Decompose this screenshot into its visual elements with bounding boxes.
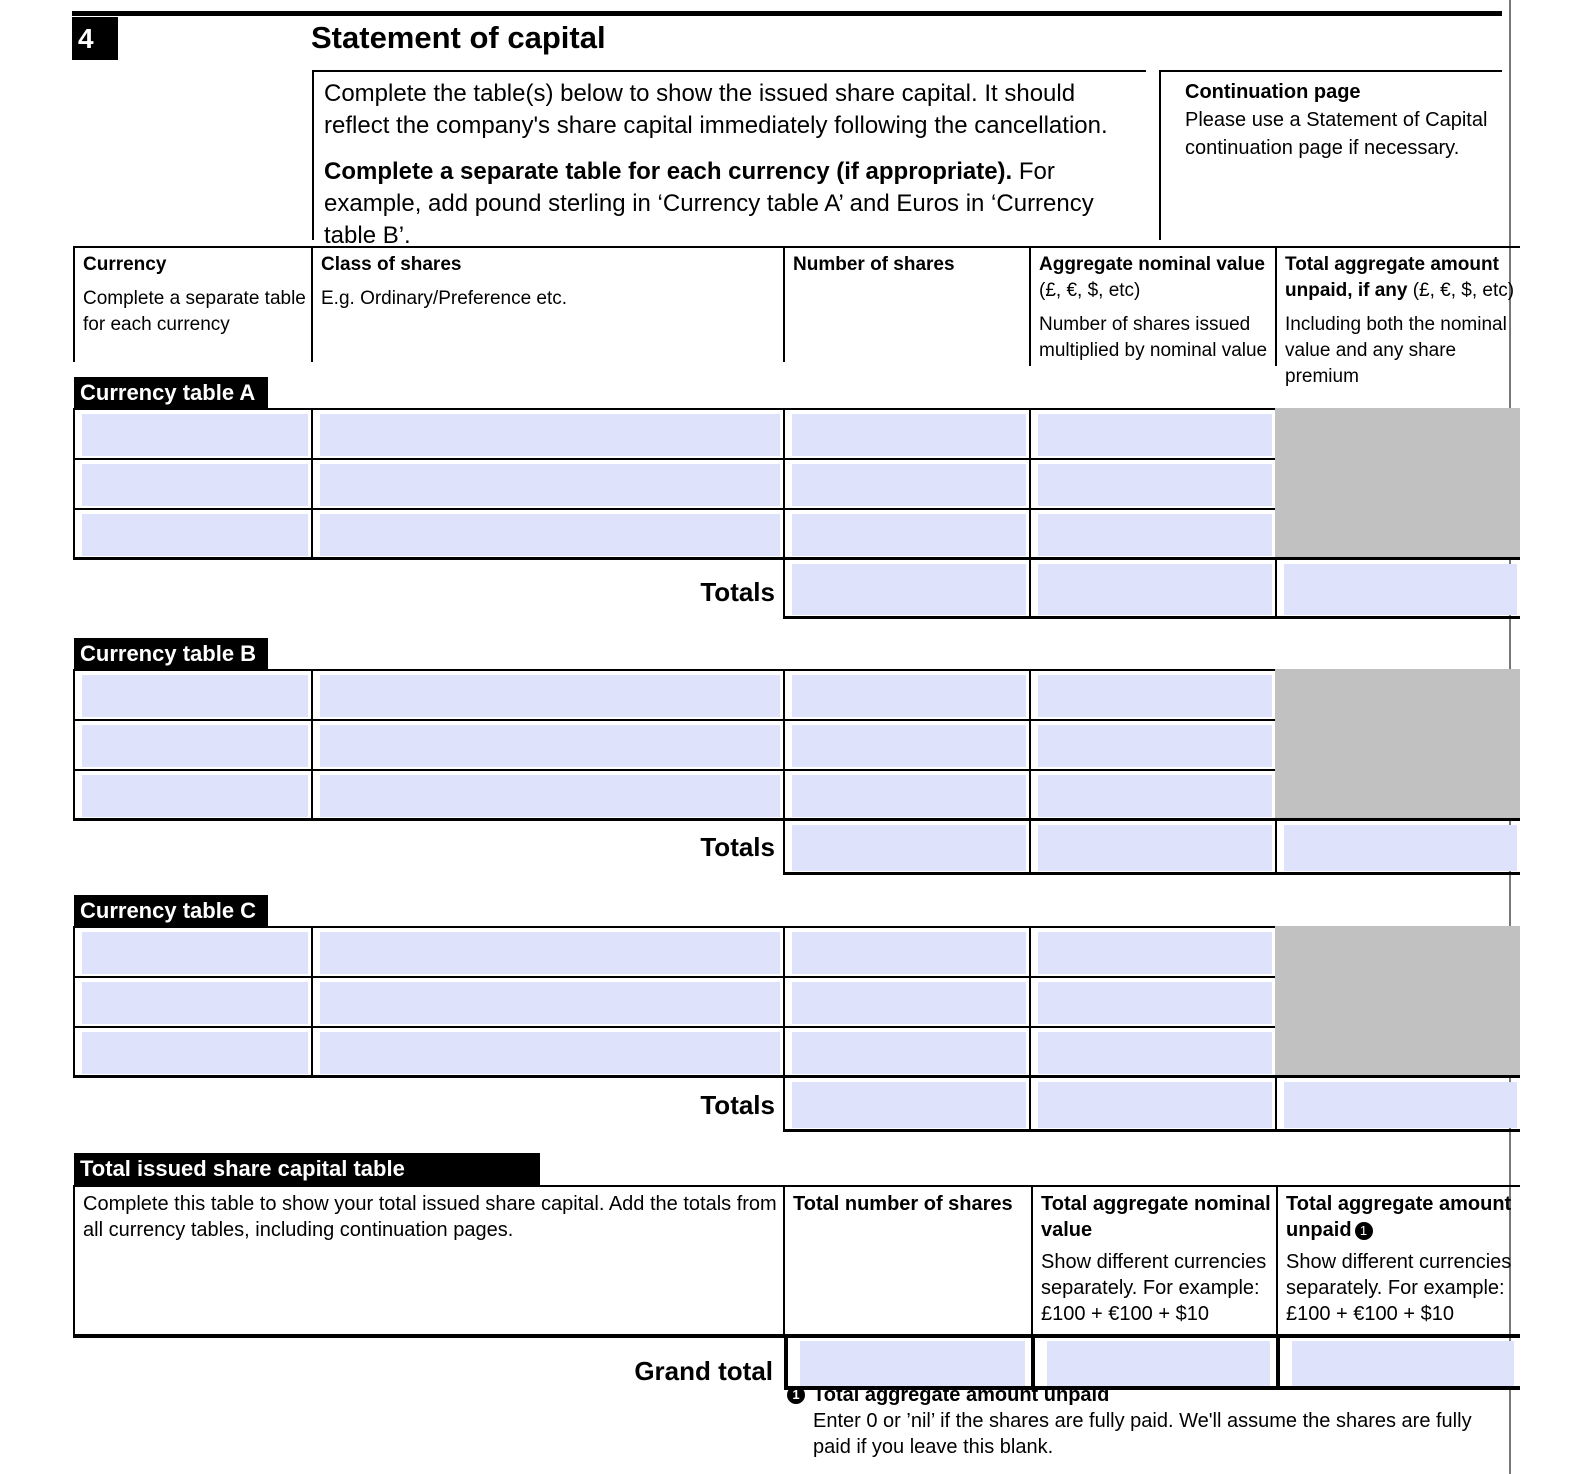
table-c-total-unpaid-input[interactable]: [1284, 1082, 1517, 1128]
table-c-row-3-class: [311, 1026, 783, 1076]
footnote-title: Total aggregate amount unpaid: [813, 1384, 1110, 1406]
table-b-row-1-number-input[interactable]: [792, 675, 1026, 717]
table-c-row-3-nominal: [1029, 1026, 1275, 1076]
intro-paragraph-2-bold: Complete a separate table for each currency (if appropriate).: [324, 158, 1013, 185]
table-b-row-2-nominal: [1029, 719, 1275, 769]
table-a-row-2-currency-input[interactable]: [82, 464, 308, 506]
total-table-description: Complete this table to show your total issued share capital. Add the totals from all currency tables, including continuation pages.: [83, 1193, 777, 1241]
intro-paragraph-2: [324, 156, 1146, 252]
col-header-unpaid: [1275, 246, 1520, 387]
table-b-row-2-number-input[interactable]: [792, 725, 1026, 767]
table-c-row-3-currency-input[interactable]: [82, 1032, 308, 1074]
table-a-row-3-class: [311, 508, 783, 558]
col-header-number-title: Number of shares: [793, 254, 955, 275]
table-c-row-1-currency-input[interactable]: [82, 932, 308, 974]
table-b-row-3-currency-input[interactable]: [82, 775, 308, 817]
section-title: Statement of capital: [311, 20, 606, 55]
table-a-total-number-input[interactable]: [792, 564, 1026, 615]
table-a-row-1-number-input[interactable]: [792, 414, 1026, 456]
currency-table-c-label: Currency table C: [74, 895, 268, 927]
total-table-description-box: [73, 1185, 783, 1335]
continuation-text: Please use a Statement of Capital continuation page if necessary.: [1185, 109, 1488, 159]
table-b-row-3-currency: [73, 769, 311, 819]
table-a-row-1-nominal: [1029, 408, 1275, 458]
table-b-row-3-class: [311, 769, 783, 819]
grand-total-label: Grand total: [634, 1356, 773, 1386]
table-c-row-3-number: [783, 1026, 1029, 1076]
table-a-row-1-class: [311, 408, 783, 458]
table-b-total-nominal: [1029, 821, 1275, 873]
table-b-row-2-class: [311, 719, 783, 769]
table-c-totals-label: Totals: [700, 1090, 775, 1120]
footnote: [787, 1382, 1502, 1460]
table-a-totals-underline: [783, 616, 1520, 619]
intro-box: [312, 70, 1146, 249]
total-col-number-title: Total number of shares: [793, 1193, 1013, 1215]
grand-total-number-input[interactable]: [800, 1341, 1025, 1386]
col-header-class-desc: E.g. Ordinary/Preference etc.: [321, 288, 568, 309]
table-c-total-unpaid: [1275, 1078, 1520, 1130]
table-c-row-1-currency: [73, 926, 311, 976]
total-col-nominal-title: Total aggregate nominal value: [1041, 1193, 1271, 1241]
table-c-row-2-currency-input[interactable]: [82, 982, 308, 1024]
table-b-row-3-class-input[interactable]: [320, 775, 780, 817]
table-a-row-2-nominal: [1029, 458, 1275, 508]
table-c-total-number: [783, 1078, 1029, 1130]
table-c-row-3-number-input[interactable]: [792, 1032, 1026, 1074]
col-header-nominal-desc: Number of shares issued multiplied by nominal value: [1039, 314, 1268, 361]
total-col-unpaid-title: Total aggregate amount unpaid: [1286, 1193, 1512, 1241]
table-c-row-2-nominal: [1029, 976, 1275, 1026]
table-b-row-1-nominal-input[interactable]: [1038, 675, 1272, 717]
table-b-totals-label: Totals: [700, 832, 775, 862]
table-c-row-1-number: [783, 926, 1029, 976]
table-b-row-1-number: [783, 669, 1029, 719]
table-a-row-3-nominal: [1029, 508, 1275, 558]
table-b-row-1-currency-input[interactable]: [82, 675, 308, 717]
section-number: 4: [72, 17, 118, 60]
col-header-number: [783, 246, 1029, 362]
table-a-total-number: [783, 560, 1029, 617]
table-c-total-nominal-input[interactable]: [1038, 1082, 1272, 1128]
col-header-nominal: [1029, 246, 1275, 366]
col-header-unpaid-title: Total aggregate amount unpaid, if any: [1285, 254, 1499, 301]
total-table-label: Total issued share capital table: [74, 1153, 540, 1185]
table-c-row-2-number: [783, 976, 1029, 1026]
table-c-row-2-class-input[interactable]: [320, 982, 780, 1024]
table-c-row-2-number-input[interactable]: [792, 982, 1026, 1024]
table-a-total-nominal: [1029, 560, 1275, 617]
grand-total-unpaid: [1276, 1338, 1520, 1388]
table-c-total-number-input[interactable]: [792, 1082, 1026, 1128]
table-a-row-3-nominal-input[interactable]: [1038, 514, 1272, 556]
table-c-row-1-class-input[interactable]: [320, 932, 780, 974]
col-header-unpaid-unit: (£, €, $, etc): [1407, 280, 1515, 301]
table-c-row-1-class: [311, 926, 783, 976]
table-c-unpaid-disabled: [1275, 926, 1520, 1076]
table-a-row-1-currency: [73, 408, 311, 458]
table-a-total-unpaid: [1275, 560, 1520, 617]
table-b-total-unpaid: [1275, 821, 1520, 873]
continuation-note: [1159, 70, 1502, 240]
footnote-number-icon: 1: [787, 1386, 805, 1404]
continuation-title: Continuation page: [1185, 81, 1361, 103]
table-a-row-2-currency: [73, 458, 311, 508]
table-b-row-2-nominal-input[interactable]: [1038, 725, 1272, 767]
col-header-class: [311, 246, 783, 362]
grand-total-nominal-input[interactable]: [1047, 1341, 1270, 1386]
table-a-row-1-currency-input[interactable]: [82, 414, 308, 456]
currency-table-b-label: Currency table B: [74, 638, 268, 670]
intro-paragraph-2-rest: For example, add pound sterling in ‘Currency table A’ and Euros in ‘Currency table B’.: [324, 158, 1094, 249]
table-c-row-1-number-input[interactable]: [792, 932, 1026, 974]
table-a-row-1-number: [783, 408, 1029, 458]
table-a-row-3-currency: [73, 508, 311, 558]
table-b-total-number-input[interactable]: [792, 825, 1026, 871]
table-a-total-nominal-input[interactable]: [1038, 564, 1272, 615]
total-col-nominal-desc: Show different currencies separately. For example: £100 + €100 + $10: [1041, 1251, 1267, 1325]
table-c-row-1-nominal-input[interactable]: [1038, 932, 1272, 974]
table-b-row-1-currency: [73, 669, 311, 719]
grand-total-number: [784, 1338, 1031, 1388]
table-a-row-1-nominal-input[interactable]: [1038, 414, 1272, 456]
table-b-row-2-class-input[interactable]: [320, 725, 780, 767]
table-b-row-3-nominal-input[interactable]: [1038, 775, 1272, 817]
table-b-total-number: [783, 821, 1029, 873]
top-rule: [72, 11, 1502, 16]
table-c-row-2-nominal-input[interactable]: [1038, 982, 1272, 1024]
table-b-row-3-number: [783, 769, 1029, 819]
table-b-row-2-currency: [73, 719, 311, 769]
table-a-row-1-class-input[interactable]: [320, 414, 780, 456]
col-header-currency: [73, 246, 311, 362]
total-col-unpaid-desc: Show different currencies separately. For example: £100 + €100 + $10: [1286, 1251, 1512, 1325]
table-c-row-3-nominal-input[interactable]: [1038, 1032, 1272, 1074]
total-col-nominal: [1031, 1185, 1276, 1335]
table-a-row-3-number: [783, 508, 1029, 558]
footnote-text: Enter 0 or ’nil’ if the shares are fully paid. We'll assume the shares are fully paid if you leave this blank.: [813, 1410, 1472, 1458]
table-c-row-3-currency: [73, 1026, 311, 1076]
table-b-unpaid-disabled: [1275, 669, 1520, 819]
table-c-totals-underline: [783, 1129, 1520, 1132]
table-c-row-2-currency: [73, 976, 311, 1026]
footnote-marker-icon: 1: [1355, 1222, 1373, 1240]
table-b-row-1-class-input[interactable]: [320, 675, 780, 717]
table-a-row-2-nominal-input[interactable]: [1038, 464, 1272, 506]
table-a-total-unpaid-input[interactable]: [1284, 564, 1517, 615]
table-a-row-3-number-input[interactable]: [792, 514, 1026, 556]
table-b-row-1-class: [311, 669, 783, 719]
table-c-row-3-class-input[interactable]: [320, 1032, 780, 1074]
table-c-row-2-class: [311, 976, 783, 1026]
table-b-totals-underline: [783, 872, 1520, 875]
total-col-unpaid: [1276, 1185, 1520, 1335]
table-a-row-2-class-input[interactable]: [320, 464, 780, 506]
table-a-row-3-class-input[interactable]: [320, 514, 780, 556]
table-a-unpaid-disabled: [1275, 408, 1520, 558]
col-header-currency-title: Currency: [83, 254, 167, 275]
currency-table-a-label: Currency table A: [74, 377, 268, 409]
grand-total-nominal: [1031, 1338, 1276, 1388]
table-a-row-2-number-input[interactable]: [792, 464, 1026, 506]
table-a-row-2-number: [783, 458, 1029, 508]
table-b-row-3-number-input[interactable]: [792, 775, 1026, 817]
table-a-row-2-class: [311, 458, 783, 508]
col-header-nominal-unit: (£, €, $, etc): [1039, 280, 1141, 301]
table-b-row-3-nominal: [1029, 769, 1275, 819]
table-c-row-1-nominal: [1029, 926, 1275, 976]
table-b-total-nominal-input[interactable]: [1038, 825, 1272, 871]
col-header-currency-desc: Complete a separate table for each currency: [83, 288, 306, 335]
total-col-number: [783, 1185, 1031, 1335]
table-a-row-3-currency-input[interactable]: [82, 514, 308, 556]
table-b-row-1-nominal: [1029, 669, 1275, 719]
grand-total-unpaid-input[interactable]: [1292, 1341, 1514, 1386]
col-header-class-title: Class of shares: [321, 254, 462, 275]
col-header-unpaid-desc: Including both the nominal value and any share premium: [1285, 314, 1507, 387]
table-b-total-unpaid-input[interactable]: [1284, 825, 1517, 871]
table-a-totals-label: Totals: [700, 577, 775, 607]
col-header-nominal-title: Aggregate nominal value: [1039, 254, 1265, 275]
table-b-row-2-number: [783, 719, 1029, 769]
intro-paragraph-1: Complete the table(s) below to show the issued share capital. It should reflect the company's share capital immediately following the cancellation.: [324, 80, 1108, 139]
table-b-row-2-currency-input[interactable]: [82, 725, 308, 767]
table-c-total-nominal: [1029, 1078, 1275, 1130]
